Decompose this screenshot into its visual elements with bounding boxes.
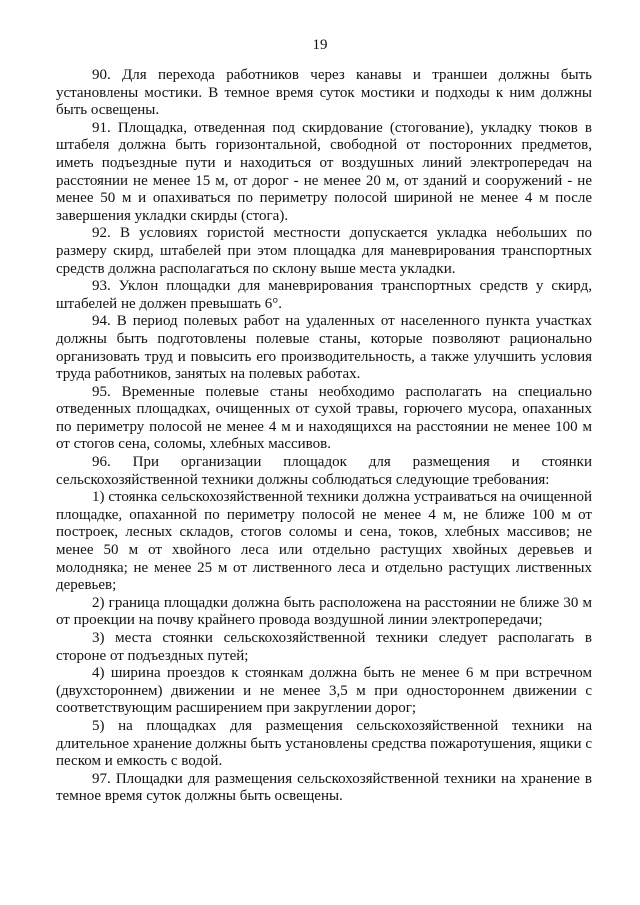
paragraph-94: 94. В период полевых работ на удаленных от населенного пункта участках должны быть подготовлены полевые станы, которые позволяют рационально организовать труд и повысить его производительность, а также улучшить условия труда работников, занятых на полевых работах.	[56, 313, 592, 383]
paragraph-93: 93. Уклон площадки для маневрирования транспортных средств у скирд, штабелей не должен превышать 6°.	[56, 278, 592, 312]
paragraph-97: 97. Площадки для размещения сельскохозяйственной техники на хранение в темное время суток должны быть освещены.	[56, 770, 592, 805]
list-item-96-2: 2) граница площадки должна быть расположена на расстоянии не ближе 30 м от проекции на почву крайнего провода воздушной линии электропередачи;	[56, 594, 592, 629]
list-item-96-5: 5) на площадках для размещения сельскохозяйственной техники на длительное хранение должны быть установлены средства пожаротушения, ящики с песком и емкость с водой.	[56, 717, 592, 770]
paragraph-95: 95. Временные полевые станы необходимо располагать на специально отведенных площадках, очищенных от сухой травы, горючего мусора, опаханных по периметру полосой не менее 4 м и находящихся на расстоянии не менее 100 м от стогов сена, соломы, хлебных массивов.	[56, 383, 592, 453]
paragraph-90: 90. Для перехода работников через канавы и траншеи должны быть установлены мостики. В темное время суток мостики и подходы к ним должны быть освещены.	[56, 67, 592, 119]
list-item-96-3: 3) места стоянки сельскохозяйственной техники следует располагать в стороне от подъездных путей;	[56, 630, 592, 664]
paragraph-92: 92. В условиях гористой местности допускается укладка небольших по размеру скирд, штабелей при этом площадка для маневрирования транспортных средств должна располагаться по склону выше места укладки.	[56, 225, 592, 277]
list-item-96-4: 4) ширина проездов к стоянкам должна быть не менее 6 м при встречном (двухстороннем) движении и не менее 3,5 м при одностороннем движении с соответствующим расширением при закруглении дорог;	[56, 665, 592, 717]
document-body	[56, 67, 592, 806]
page-number: 19	[312, 37, 328, 53]
paragraph-91: 91. Площадка, отведенная под скирдование (стогование), укладку тюков в штабеля должна быть горизонтальной, свободной от посторонних предметов, иметь подъездные пути и находиться от воздушных линий электропередач на расстоянии не менее 15 м, от дорог - не менее 20 м, от зданий и сооружений - не менее 50 м и опахиваться по периметру полосой шириной не менее 4 м после завершения укладки скирды (стога).	[56, 119, 592, 224]
paragraph-96: 96. При организации площадок для размещения и стоянки сельскохозяйственной техники должны соблюдаться следующие требования:	[56, 454, 592, 488]
list-item-96-1: 1) стоянка сельскохозяйственной техники должна устраиваться на очищенной площадке, опаханной по периметру полосой не менее 4 м, не ближе 100 м от построек, лесных складов, стогов соломы и сена, токов, хлебных массивов; не менее 50 м от хвойного леса или отдельно растущих хвойных деревьев и молодняка; не менее 25 м от лиственного леса и отдельно растущих лиственных деревьев;	[56, 489, 592, 594]
